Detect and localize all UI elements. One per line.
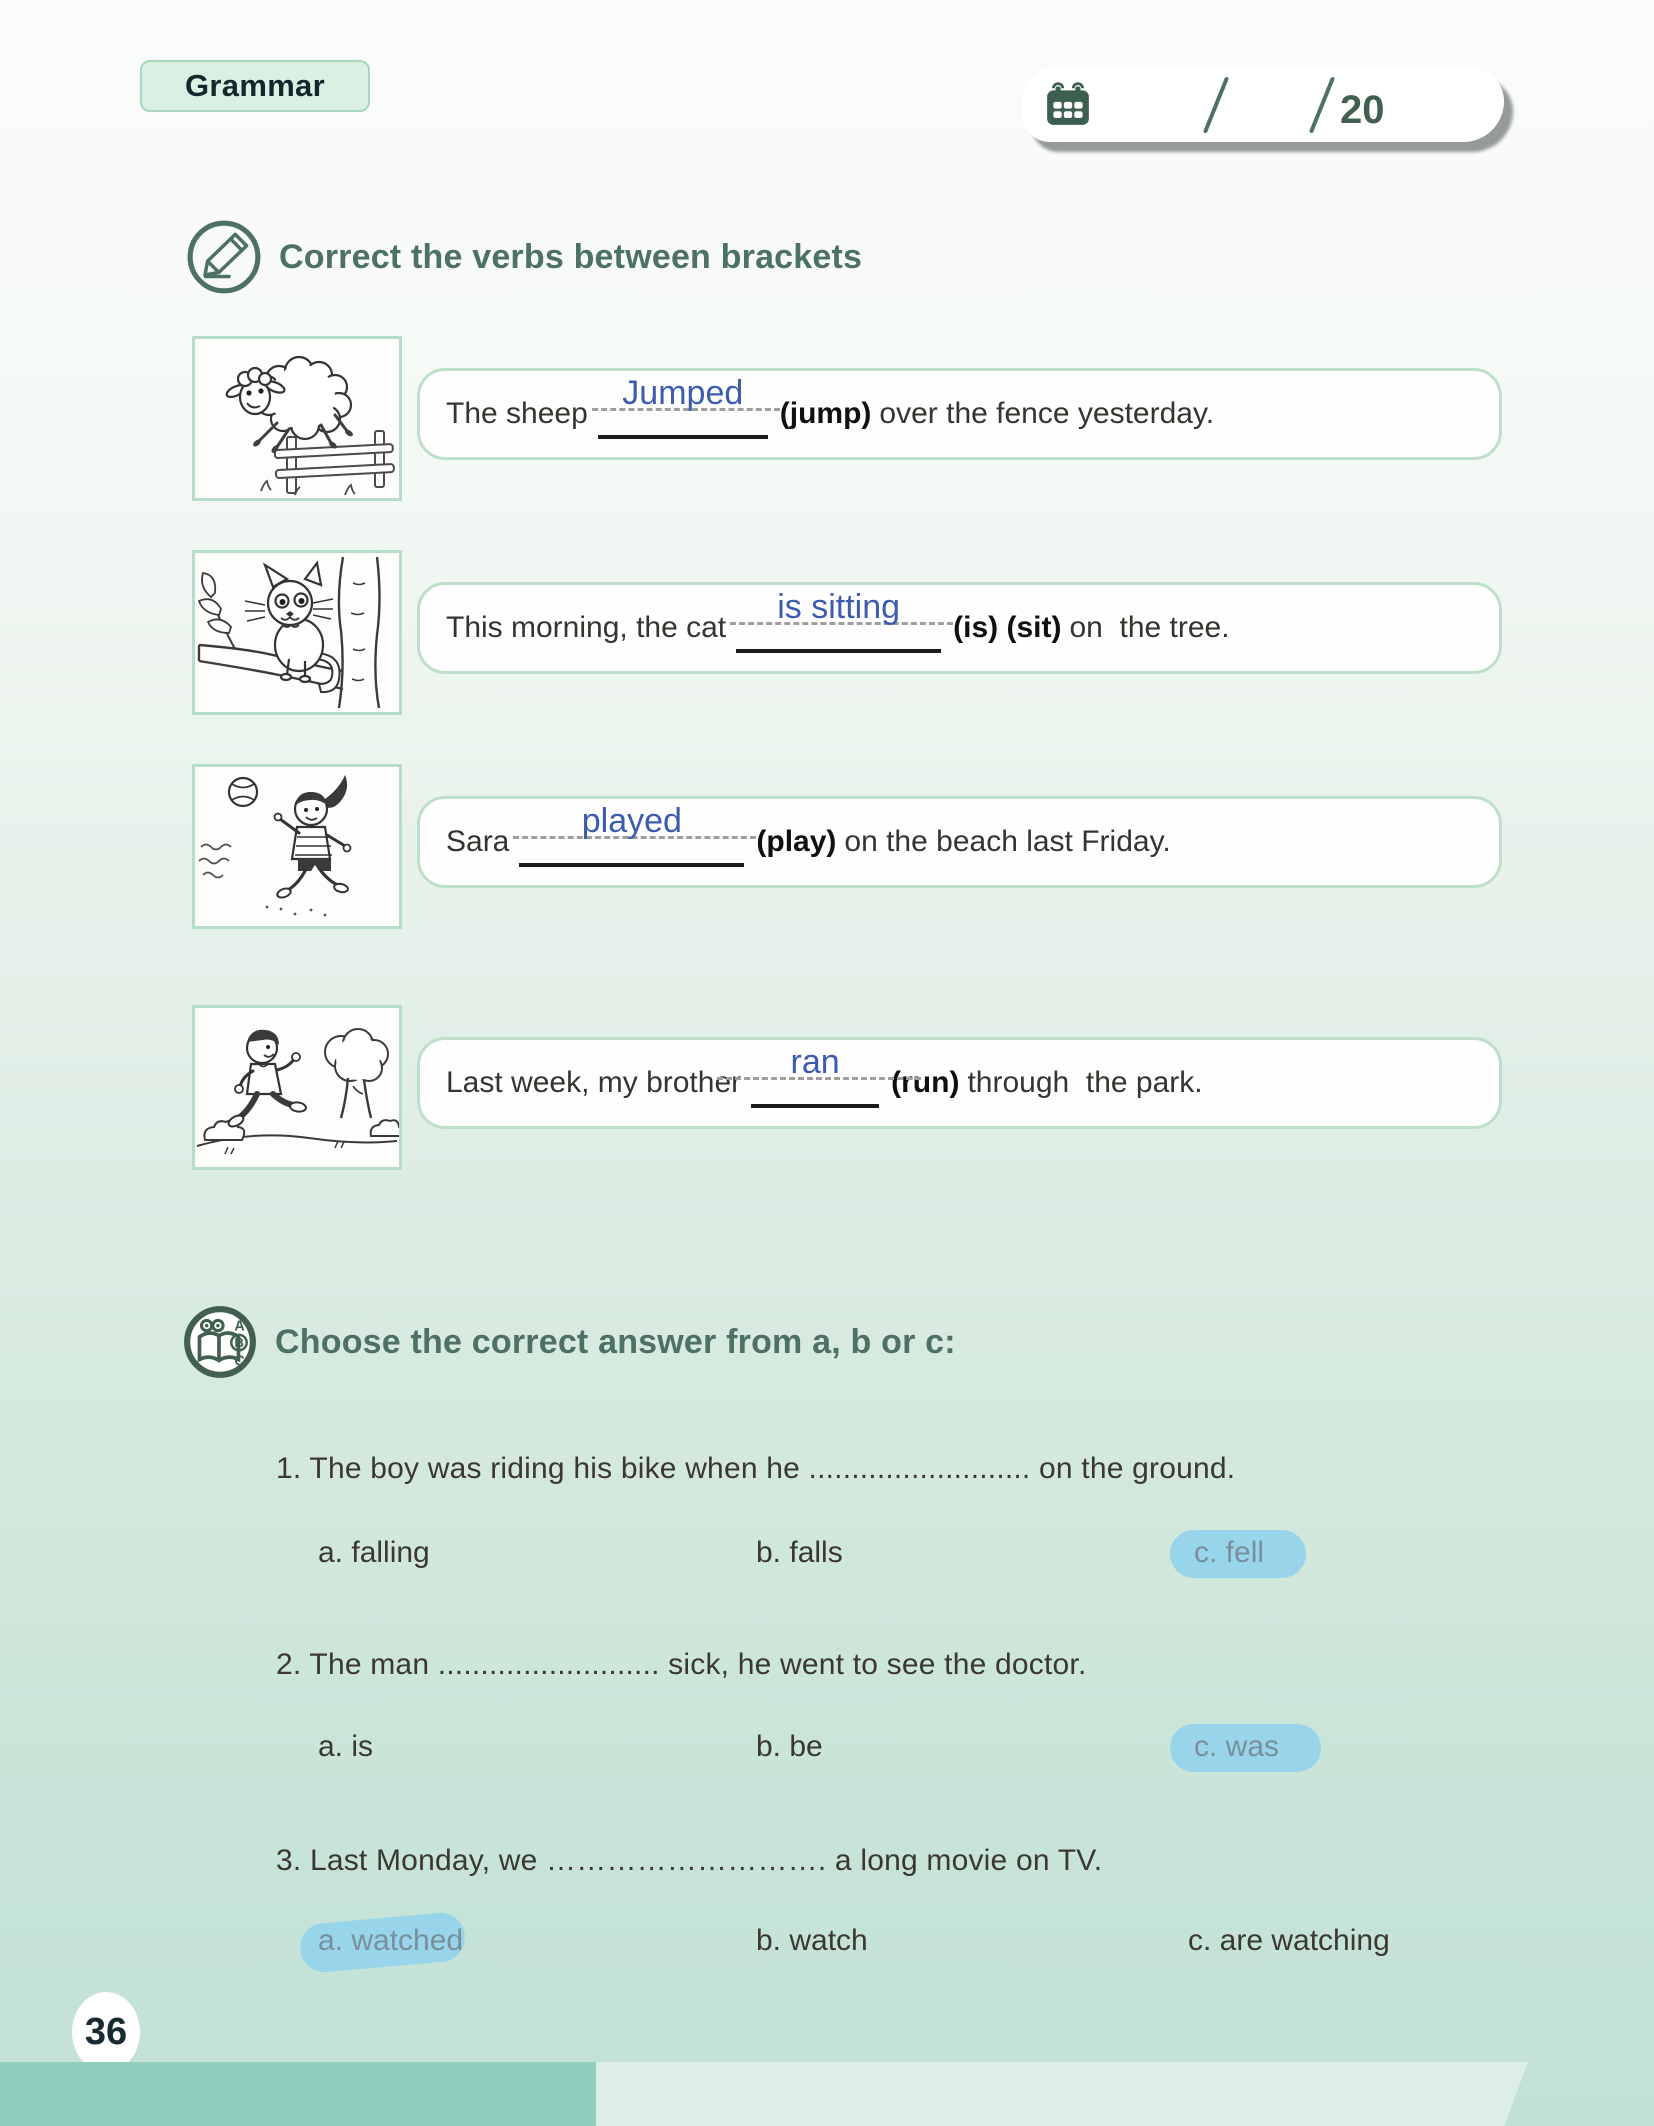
exercise-row-2 (192, 550, 1502, 715)
section2-header (181, 1303, 956, 1381)
sentence-pre: Last week, my brother (446, 1066, 742, 1099)
option-2b[interactable]: b. be (756, 1730, 823, 1763)
boy-park-image (192, 1005, 402, 1170)
written-answer: ran (790, 1043, 840, 1082)
svg-text:B: B (234, 1335, 245, 1351)
section1-title: Correct the verbs between brackets (279, 237, 863, 276)
option-3c[interactable]: c. are watching (1188, 1924, 1390, 1957)
verb-hint: (run) (891, 1066, 960, 1099)
date-score-box (1022, 68, 1504, 142)
section2-title: Choose the correct answer from a, b or c: (275, 1322, 956, 1361)
answer-blank[interactable] (751, 1043, 879, 1108)
answer-blank[interactable] (519, 802, 744, 867)
svg-text:A: A (234, 1318, 245, 1335)
question-1-text: 1. The boy was riding his bike when he .......................... on the ground. (276, 1452, 1236, 1485)
question-3-options (0, 1924, 1654, 1984)
svg-text:C: C (234, 1353, 245, 1370)
answer-blank[interactable] (736, 588, 941, 653)
footer-teal-band (0, 2062, 596, 2126)
sentence-post: through the park. (967, 1066, 1203, 1099)
exercise-row-4 (192, 1005, 1502, 1170)
sentence-pre: Sara (446, 825, 510, 858)
question-3-text: 3. Last Monday, we ………………………. a long movie on TV. (276, 1844, 1103, 1877)
option-2c-highlighted[interactable]: c. was (1170, 1724, 1321, 1772)
option-2a[interactable]: a. is (318, 1730, 374, 1763)
written-answer: played (581, 802, 682, 841)
sheep-image (192, 336, 402, 501)
written-answer: Jumped (622, 374, 744, 413)
exercise-row-1 (192, 336, 1502, 501)
footer-light-band (596, 2062, 1528, 2126)
sentence-box (417, 796, 1502, 888)
grammar-badge: Grammar (140, 60, 370, 112)
option-1b[interactable]: b. falls (756, 1536, 843, 1569)
sentence-pre: The sheep (446, 397, 588, 430)
exercise-row-3 (192, 764, 1502, 929)
option-3a-highlighted[interactable]: a. watched (318, 1924, 464, 1957)
verb-hint: (play) (756, 825, 837, 858)
verb-hint: (jump) (779, 397, 872, 430)
page-number-text: 36 (84, 2010, 128, 2053)
sentence-post: on the tree. (1069, 611, 1230, 644)
sentence-box (417, 368, 1502, 460)
book-abc-icon (181, 1303, 259, 1381)
cat-image (192, 550, 402, 715)
date-slash[interactable] (1203, 76, 1229, 133)
sentence-pre: This morning, the cat (446, 611, 727, 644)
calendar-icon (1044, 81, 1092, 129)
sentence-box (417, 1037, 1502, 1129)
sentence-post: on the beach last Friday. (844, 825, 1171, 858)
pencil-icon (185, 218, 263, 296)
question-1-options (0, 1536, 1654, 1596)
option-3b[interactable]: b. watch (756, 1924, 868, 1957)
sentence-box (417, 582, 1502, 674)
question-2-text: 2. The man .......................... sick, he went to see the doctor. (276, 1648, 1087, 1681)
section1-header (185, 218, 862, 296)
footer-decoration (0, 2062, 1654, 2126)
question-2-options (0, 1730, 1654, 1790)
option-1c-highlighted[interactable]: c. fell (1170, 1530, 1306, 1578)
sentence-post: over the fence yesterday. (879, 397, 1215, 430)
written-answer: is sitting (777, 588, 901, 627)
girl-beach-image (192, 764, 402, 929)
score-slash[interactable] (1309, 76, 1335, 133)
verb-hint: (is) (sit) (953, 611, 1062, 644)
option-1a[interactable]: a. falling (318, 1536, 430, 1569)
answer-blank[interactable] (598, 374, 768, 439)
score-total: 20 (1340, 88, 1385, 132)
page-number (72, 1992, 140, 2072)
